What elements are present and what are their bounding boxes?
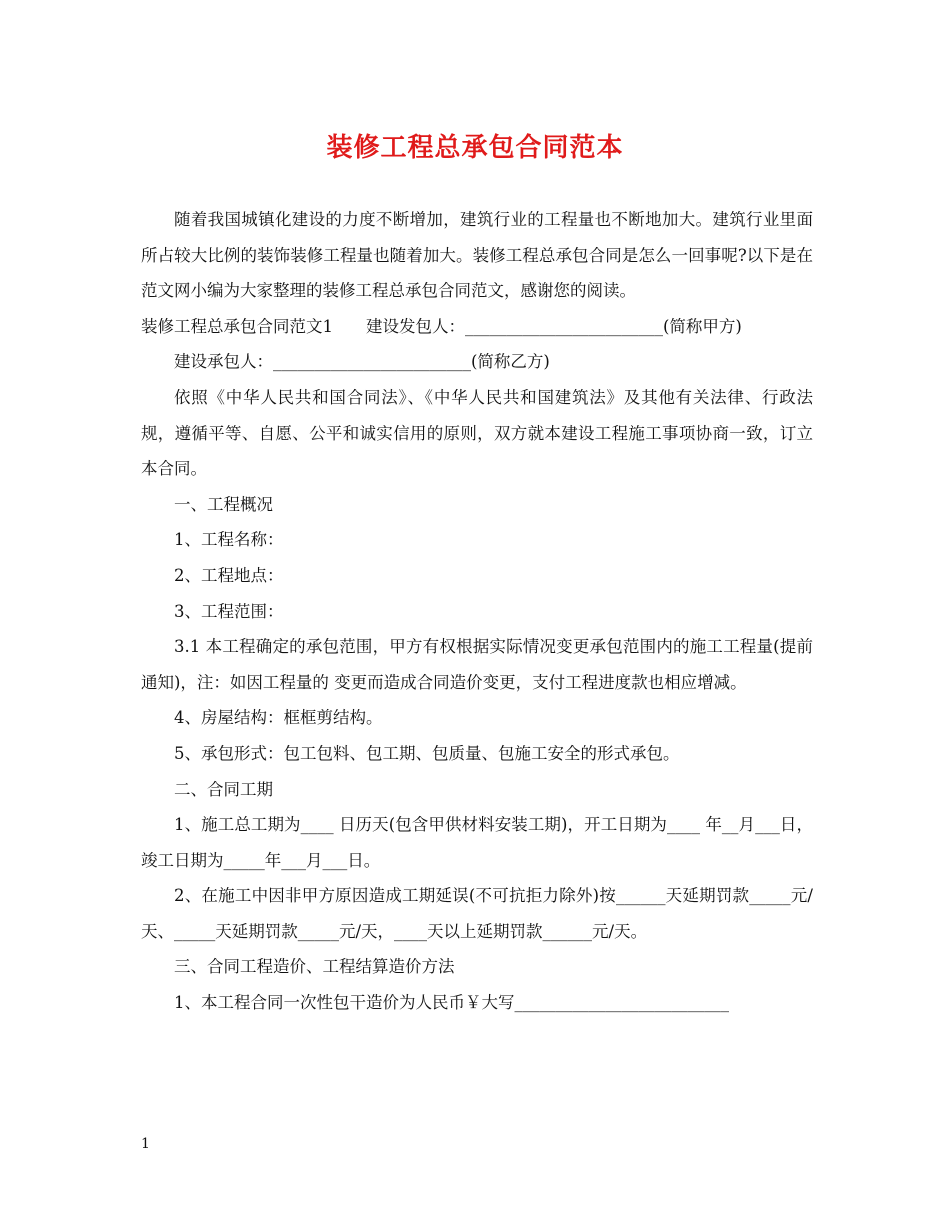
page-number: 1 (141, 1136, 150, 1152)
paragraph-intro: 随着我国城镇化建设的力度不断增加，建筑行业的工程量也不断地加大。建筑行业里面所占较大比例的装饰装修工程量也随着加大。装修工程总承包合同是怎么一回事呢?以下是在范文网小编为大家整理的装修工程总承包合同范文，感谢您的阅读。 (141, 210, 813, 301)
section-heading-2: 二、合同工期 (174, 779, 273, 799)
item-project-location: 2、工程地点： (174, 565, 284, 585)
item-scope-detail: 3.1 本工程确定的承包范围，甲方有权根据实际情况变更承包范围内的施工工程量(提前通知)，注：如因工程量的 变更而造成合同造价变更，支付工程进度款也相应增减。 (141, 637, 813, 692)
item-building-structure: 4、房屋结构：框框剪结构。 (174, 708, 383, 728)
paragraph-party-a: 装修工程总承包合同范文1 建设发包人：________________________(简称甲方) (141, 316, 742, 336)
section-heading-1: 一、工程概况 (174, 494, 273, 514)
paragraph-party-b: 建设承包人：________________________(简称乙方) (174, 352, 550, 372)
document-body (141, 202, 813, 1021)
item-project-scope: 3、工程范围： (174, 601, 284, 621)
item-contract-price: 1、本工程合同一次性包干造价为人民币￥大写__________________________ (174, 993, 729, 1013)
document-title: 装修工程总承包合同范本 (326, 133, 624, 163)
item-delay-penalty: 2、在施工中因非甲方原因造成工期延误(不可抗拒力除外)按______天延期罚款_____元/天、_____天延期罚款_____元/天，____天以上延期罚款______元/天。 (141, 886, 813, 941)
paragraph-legal-basis: 依照《中华人民共和国合同法》、《中华人民共和国建筑法》及其他有关法律、行政法规，遵循平等、自愿、公平和诚实信用的原则，双方就本建设工程施工事项协商一致，订立本合同。 (141, 387, 813, 479)
section-heading-3: 三、合同工程造价、工程结算造价方法 (174, 957, 455, 977)
item-contract-form: 5、承包形式：包工包料、包工期、包质量、包施工安全的形式承包。 (174, 743, 680, 763)
item-construction-period: 1、施工总工期为____ 日历天(包含甲供材料安装工期)，开工日期为____ 年__月___日，竣工日期为_____年___月___日。 (141, 815, 813, 870)
item-project-name: 1、工程名称： (174, 530, 284, 550)
